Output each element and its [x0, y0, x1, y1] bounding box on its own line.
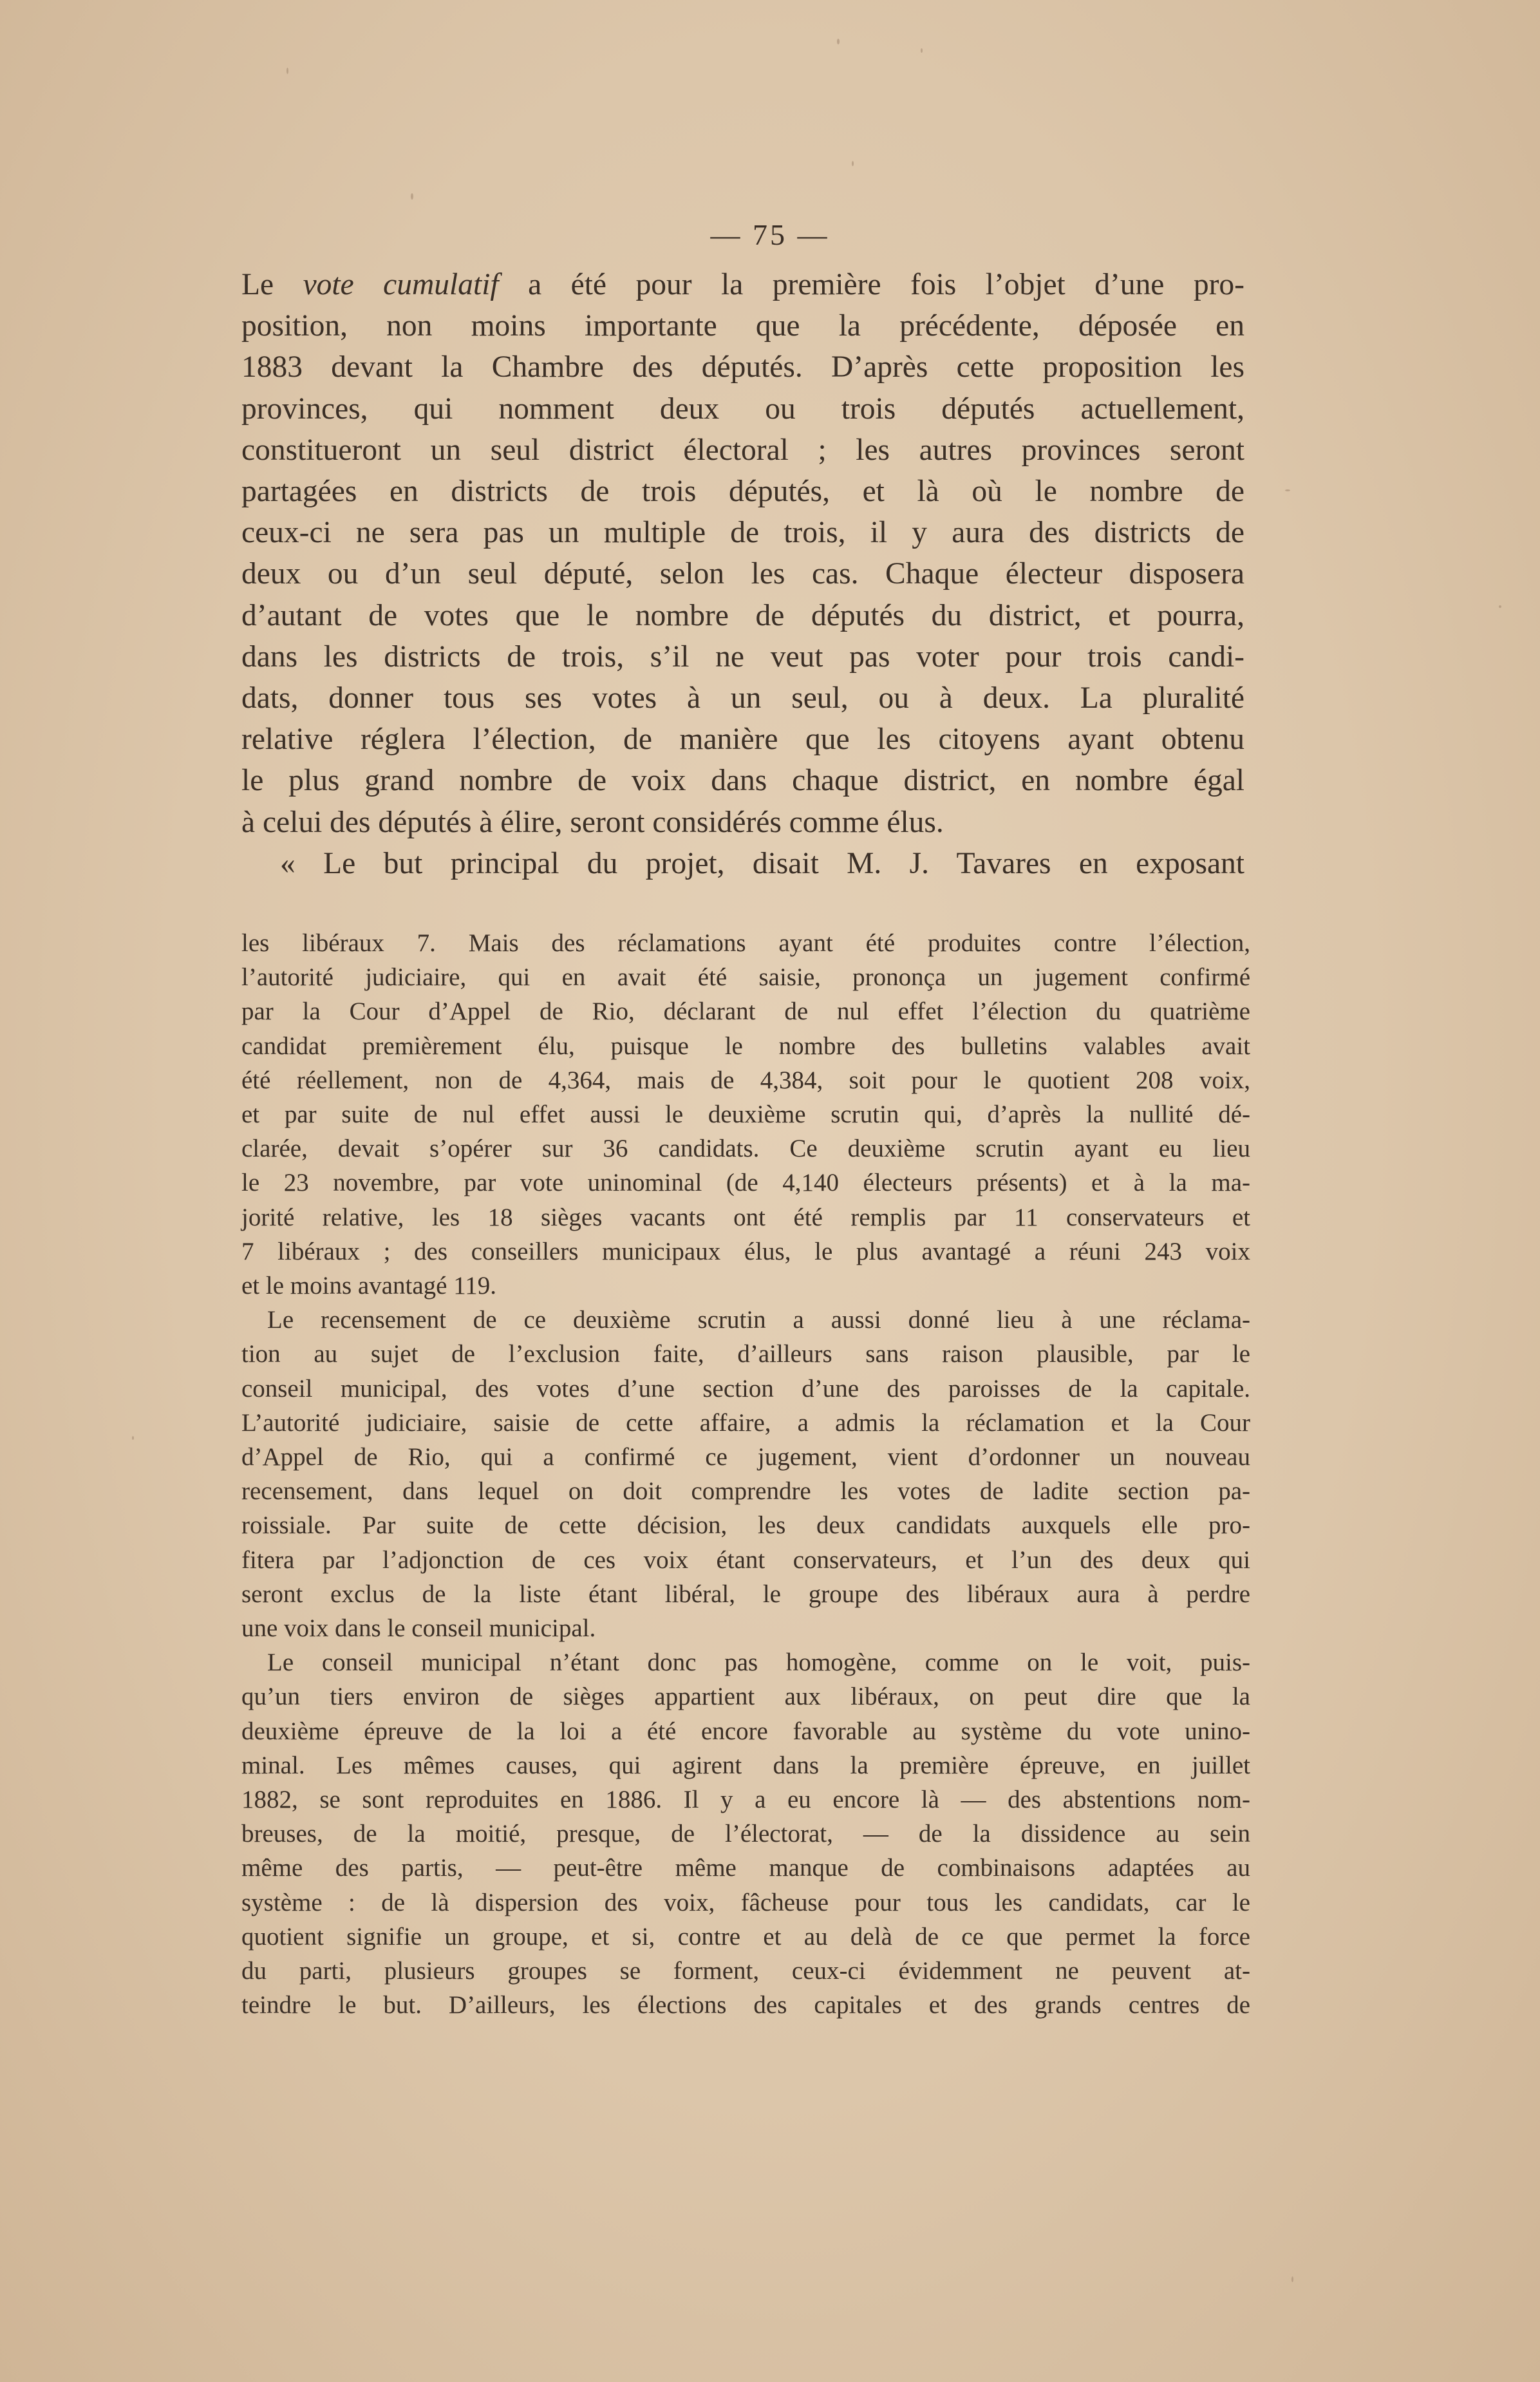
main-text-line: ceux-ci ne sera pas un multiple de trois, il y aura des districts de: [241, 516, 1244, 550]
footnote-line: L’autorité judiciaire, saisie de cette affaire, a admis la réclamation et la Cour: [241, 1408, 1250, 1437]
footnote-line: même des partis, — peut-être même manque de combinaisons adaptées au: [241, 1854, 1250, 1882]
main-text-line: dats, donner tous ses votes à un seul, ou à deux. La pluralité: [241, 681, 1244, 715]
footnote-line: du parti, plusieurs groupes se forment, ceux-ci évidemment ne peuvent at-: [241, 1957, 1250, 1985]
footnote-line: une voix dans le conseil municipal.: [241, 1614, 596, 1643]
main-text-line: 1883 devant la Chambre des députés. D’après cette proposition les: [241, 350, 1244, 384]
main-text-line: d’autant de votes que le nombre de députés du district, et pourra,: [241, 598, 1244, 632]
main-text: [241, 264, 1244, 884]
main-text-line: position, non moins importante que la précédente, déposée en: [241, 309, 1244, 343]
footnote-line: Le conseil municipal n’étant donc pas homogène, comme on le voit, puis-: [267, 1649, 1250, 1677]
main-text-line: le plus grand nombre de voix dans chaque district, en nombre égal: [241, 764, 1244, 798]
main-text-line-start: Le: [241, 268, 303, 301]
main-text-line: provinces, qui nomment deux ou trois députés actuellement,: [241, 392, 1244, 426]
footnote-line: le 23 novembre, par vote uninominal (de 4,140 électeurs présents) et à la ma-: [241, 1169, 1250, 1197]
page-number: — 75 —: [710, 218, 830, 251]
paper-speck: [837, 39, 840, 44]
footnote-line: deuxième épreuve de la loi a été encore favorable au système du vote unino-: [241, 1717, 1250, 1745]
footnote-line: Le recensement de ce deuxième scrutin a aussi donné lieu à une réclama-: [267, 1306, 1250, 1334]
main-text-line: constitueront un seul district électoral ; les autres provinces seront: [241, 433, 1244, 467]
footnote-line: et le moins avantagé 119.: [241, 1272, 497, 1300]
main-text-line: « Le but principal du projet, disait M. J. Tavares en exposant: [280, 846, 1244, 880]
footnote-line: 1882, se sont reproduites en 1886. Il y a eu encore là — des abstentions nom-: [241, 1786, 1250, 1814]
paper-speck: [286, 68, 288, 74]
main-text-line: relative réglera l’élection, de manière que les citoyens ayant obtenu: [241, 723, 1244, 757]
main-text-line-end: a été pour la première fois l’objet d’une pro-: [498, 268, 1244, 301]
footnote-line: recensement, dans lequel on doit comprendre les votes de ladite section pa-: [241, 1477, 1250, 1506]
main-text-line: partagées en districts de trois députés, et là où le nombre de: [241, 475, 1244, 509]
main-text-line: dans les districts de trois, s’il ne veut pas voter pour trois candi-: [241, 639, 1244, 674]
footnote-line: et par suite de nul effet aussi le deuxième scrutin qui, d’après la nullité dé-: [241, 1101, 1250, 1129]
footnote-line: système : de là dispersion des voix, fâcheuse pour tous les candidats, car le: [241, 1888, 1250, 1916]
footnote-line: quotient signifie un groupe, et si, contre et au delà de ce que permet la force: [241, 1922, 1250, 1951]
footnote-line: été réellement, non de 4,364, mais de 4,384, soit pour le quotient 208 voix,: [241, 1066, 1250, 1094]
footnote-line: par la Cour d’Appel de Rio, déclarant de nul effet l’élection du quatrième: [241, 997, 1250, 1026]
footnote-line: minal. Les mêmes causes, qui agirent dans la première épreuve, en juillet: [241, 1751, 1250, 1779]
main-text-line: deux ou d’un seul député, selon les cas. Chaque électeur disposera: [241, 557, 1244, 591]
footnote-line: d’Appel de Rio, qui a confirmé ce jugement, vient d’ordonner un nouveau: [241, 1443, 1250, 1471]
footnote-line: clarée, devait s’opérer sur 36 candidats. Ce deuxième scrutin ayant eu lieu: [241, 1135, 1250, 1163]
main-text-line: [241, 264, 1244, 305]
paper-speck: [1499, 605, 1501, 608]
paper-speck: [1285, 489, 1290, 491]
footnote-line: qu’un tiers environ de sièges appartient aux libéraux, on peut dire que la: [241, 1683, 1250, 1711]
footnote-line: jorité relative, les 18 sièges vacants ont été remplis par 11 conservateurs et: [241, 1203, 1250, 1231]
footnote-line: tion au sujet de l’exclusion faite, d’ailleurs sans raison plausible, par le: [241, 1340, 1250, 1368]
main-text-line: à celui des députés à élire, seront considérés comme élus.: [241, 805, 944, 839]
footnote-line: conseil municipal, des votes d’une section d’une des paroisses de la capitale.: [241, 1374, 1250, 1403]
paper-speck: [1291, 2276, 1293, 2282]
paper-speck: [132, 1436, 134, 1440]
paper-speck: [852, 161, 854, 166]
footnote-line: breuses, de la moitié, presque, de l’électorat, — de la dissidence au sein: [241, 1820, 1250, 1848]
paper-speck: [921, 48, 923, 53]
italic-term: vote cumulatif: [303, 268, 499, 301]
footnote-line: candidat premièrement élu, puisque le nombre des bulletins valables avait: [241, 1032, 1250, 1060]
footnote-line: fitera par l’adjonction de ces voix étant conservateurs, et l’un des deux qui: [241, 1545, 1250, 1574]
footnote-line: l’autorité judiciaire, qui en avait été saisie, prononça un jugement confirmé: [241, 963, 1250, 992]
footnote-line: 7 libéraux ; des conseillers municipaux élus, le plus avantagé a réuni 243 voix: [241, 1237, 1250, 1265]
footnote-line: seront exclus de la liste étant libéral, le groupe des libéraux aura à perdre: [241, 1580, 1250, 1608]
paper-speck: [411, 193, 413, 200]
footnote-line: roissiale. Par suite de cette décision, les deux candidats auxquels elle pro-: [241, 1511, 1250, 1540]
footnote: [241, 926, 1250, 2023]
footnote-line: les libéraux 7. Mais des réclamations ayant été produites contre l’élection,: [241, 929, 1250, 957]
footnote-line: teindre le but. D’ailleurs, les élections des capitales et des grands centres de: [241, 1991, 1250, 2019]
